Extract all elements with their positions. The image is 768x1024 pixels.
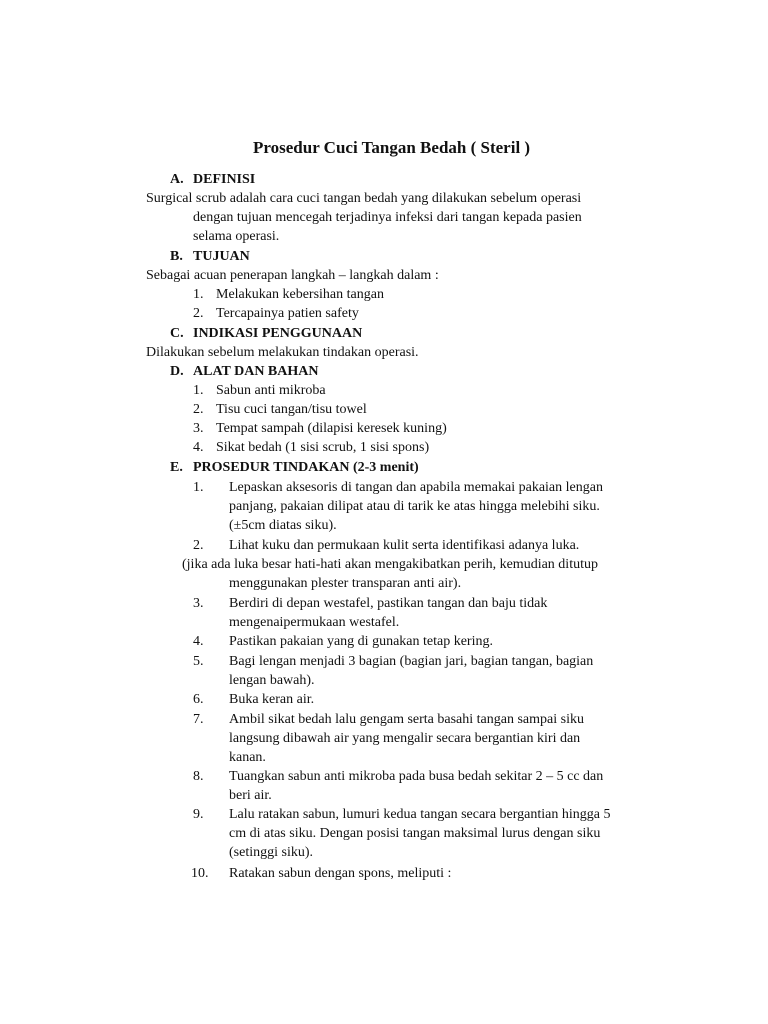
step-number: 3. <box>193 596 204 611</box>
paragraph-line: Dilakukan sebelum melakukan tindakan operasi. <box>146 345 419 360</box>
step-line: lengan bawah). <box>229 673 315 688</box>
section-c-heading: INDIKASI PENGGUNAAN <box>193 326 363 341</box>
step-number: 8. <box>193 769 204 784</box>
step-line: cm di atas siku. Dengan posisi tangan maksimal lurus dengan siku <box>229 826 601 841</box>
list-item-number: 4. <box>193 440 204 455</box>
step-line: Berdiri di depan westafel, pastikan tangan dan baju tidak <box>229 596 548 611</box>
list-item-text: Tercapainya patien safety <box>216 306 359 321</box>
step-note-line: menggunakan plester transparan anti air). <box>229 576 462 591</box>
paragraph-line: Surgical scrub adalah cara cuci tangan bedah yang dilakukan sebelum operasi <box>146 191 582 206</box>
step-line: Lalu ratakan sabun, lumuri kedua tangan secara bergantian hingga 5 <box>229 807 611 822</box>
list-item-number: 1. <box>193 287 204 302</box>
section-c-marker: C. <box>170 326 184 341</box>
list-item-text: Sabun anti mikroba <box>216 383 326 398</box>
section-d-marker: D. <box>170 364 184 379</box>
step-line: Pastikan pakaian yang di gunakan tetap kering. <box>229 634 493 649</box>
step-number: 1. <box>193 480 204 495</box>
list-item-text: Tisu cuci tangan/tisu towel <box>216 402 367 417</box>
step-line: Buka keran air. <box>229 692 315 707</box>
step-number: 5. <box>193 654 204 669</box>
section-a-heading: DEFINISI <box>193 172 256 187</box>
step-line: beri air. <box>229 788 272 803</box>
step-line: (±5cm diatas siku). <box>229 518 337 533</box>
step-line: Ratakan sabun dengan spons, meliputi : <box>229 866 452 881</box>
section-b-heading: TUJUAN <box>193 249 250 264</box>
step-number: 9. <box>193 807 204 822</box>
section-a-marker: A. <box>170 172 184 187</box>
section-b-marker: B. <box>170 249 183 264</box>
step-line: panjang, pakaian dilipat atau di tarik ke atas hingga melebihi siku. <box>229 499 600 514</box>
step-line: mengenaipermukaan westafel. <box>229 615 400 630</box>
step-line: Lepaskan aksesoris di tangan dan apabila memakai pakaian lengan <box>229 480 603 495</box>
step-line: (setinggi siku). <box>229 845 313 860</box>
list-item-number: 1. <box>193 383 204 398</box>
list-item-text: Melakukan kebersihan tangan <box>216 287 384 302</box>
list-item-text: Sikat bedah (1 sisi scrub, 1 sisi spons) <box>216 440 430 455</box>
list-item-number: 2. <box>193 306 204 321</box>
step-line: Tuangkan sabun anti mikroba pada busa bedah sekitar 2 – 5 cc dan <box>229 769 604 784</box>
list-item-text: Tempat sampah (dilapisi keresek kuning) <box>216 421 447 436</box>
step-number: 4. <box>193 634 204 649</box>
step-line: Lihat kuku dan permukaan kulit serta identifikasi adanya luka. <box>229 538 580 553</box>
step-line: Ambil sikat bedah lalu gengam serta basahi tangan sampai siku <box>229 712 584 727</box>
section-e-heading: PROSEDUR TINDAKAN (2-3 menit) <box>193 460 419 475</box>
paragraph-line: Sebagai acuan penerapan langkah – langkah dalam : <box>146 268 439 283</box>
step-line: kanan. <box>229 750 266 765</box>
document-title: Prosedur Cuci Tangan Bedah ( Steril ) <box>253 138 531 157</box>
step-line: langsung dibawah air yang mengalir secara bergantian kiri dan <box>229 731 581 746</box>
step-number: 6. <box>193 692 204 707</box>
section-d-heading: ALAT DAN BAHAN <box>193 364 319 379</box>
list-item-number: 3. <box>193 421 204 436</box>
step-number: 10. <box>191 866 209 881</box>
section-e-marker: E. <box>170 460 183 475</box>
step-note-line: (jika ada luka besar hati-hati akan mengakibatkan perih, kemudian ditutup <box>182 557 598 572</box>
step-line: Bagi lengan menjadi 3 bagian (bagian jari, bagian tangan, bagian <box>229 654 594 669</box>
list-item-number: 2. <box>193 402 204 417</box>
paragraph-line: selama operasi. <box>193 229 280 244</box>
paragraph-line: dengan tujuan mencegah terjadinya infeksi dari tangan kepada pasien <box>193 210 582 225</box>
step-number: 2. <box>193 538 204 553</box>
step-number: 7. <box>193 712 204 727</box>
